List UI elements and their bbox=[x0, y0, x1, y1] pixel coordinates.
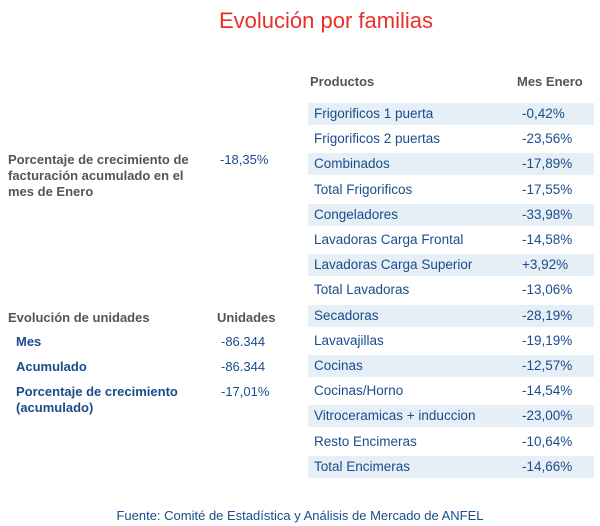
product-value: -17,89% bbox=[522, 156, 573, 172]
product-value: -23,56% bbox=[522, 131, 573, 147]
product-name: Frigorificos 2 puertas bbox=[314, 131, 441, 147]
units-porcentaje-label: Porcentaje de crecimiento (acumulado) bbox=[16, 384, 178, 415]
product-value: +3,92% bbox=[522, 257, 569, 273]
product-name: Resto Encimeras bbox=[314, 433, 417, 449]
product-name: Congeladores bbox=[314, 206, 399, 222]
product-name: Total Encimeras bbox=[314, 458, 411, 474]
table-row bbox=[308, 179, 594, 203]
units-acumulado-value: -86.344 bbox=[221, 359, 266, 374]
units-header-label: Evolución de unidades bbox=[8, 310, 150, 325]
table-row bbox=[308, 279, 594, 303]
product-name: Combinados bbox=[314, 156, 390, 172]
page-title: Evolución por familias bbox=[219, 8, 433, 33]
product-name: Vitroceramicas + induccion bbox=[314, 408, 476, 424]
product-value: -12,57% bbox=[522, 358, 573, 373]
product-name: Cocinas bbox=[314, 358, 363, 373]
product-value: -17,55% bbox=[522, 181, 573, 197]
units-mes-value: -86.344 bbox=[221, 334, 266, 349]
source-footer: Fuente: Comité de Estadística y Análisis de Mercado de ANFEL bbox=[116, 508, 484, 523]
product-value: -23,00% bbox=[522, 408, 573, 424]
growth-value: -18,35% bbox=[220, 152, 269, 167]
product-value: -14,54% bbox=[522, 383, 573, 399]
product-name: Lavadoras Carga Frontal bbox=[314, 232, 464, 247]
table-row bbox=[308, 330, 594, 354]
product-value: -28,19% bbox=[522, 307, 573, 323]
table-row bbox=[308, 456, 594, 480]
units-acumulado-label: Acumulado bbox=[16, 359, 87, 374]
product-value: -0,42% bbox=[522, 106, 565, 121]
table-row bbox=[308, 355, 594, 379]
product-name: Lavavajillas bbox=[314, 332, 384, 348]
growth-label: Porcentaje de crecimiento de facturación acumulado en el mes de Enero bbox=[8, 152, 189, 199]
table-row bbox=[308, 305, 594, 329]
product-name: Cocinas/Horno bbox=[314, 383, 404, 399]
table-row bbox=[308, 229, 594, 253]
product-name: Total Frigorificos bbox=[314, 181, 413, 197]
table-row bbox=[308, 128, 594, 152]
product-value: -14,58% bbox=[522, 232, 573, 247]
table-header-productos: Productos bbox=[310, 74, 375, 89]
product-name: Lavadoras Carga Superior bbox=[314, 257, 473, 273]
units-mes-label: Mes bbox=[16, 334, 42, 349]
units-header-value: Unidades bbox=[217, 310, 276, 325]
table-row bbox=[308, 431, 594, 455]
product-value: -19,19% bbox=[522, 332, 573, 348]
units-porcentaje-value: -17,01% bbox=[221, 384, 270, 399]
product-value: -14,66% bbox=[522, 458, 573, 474]
table-row bbox=[308, 103, 594, 127]
table-row bbox=[308, 204, 594, 228]
table-row bbox=[308, 380, 594, 404]
table-row bbox=[308, 254, 594, 278]
product-value: -33,98% bbox=[522, 206, 573, 222]
product-name: Frigorificos 1 puerta bbox=[314, 106, 434, 121]
product-value: -13,06% bbox=[522, 282, 573, 298]
product-name: Total Lavadoras bbox=[314, 282, 410, 298]
product-value: -10,64% bbox=[522, 433, 573, 449]
product-name: Secadoras bbox=[314, 307, 379, 323]
table-row bbox=[308, 405, 594, 429]
table-row bbox=[308, 153, 594, 177]
table-header-mes-enero: Mes Enero bbox=[517, 74, 583, 89]
